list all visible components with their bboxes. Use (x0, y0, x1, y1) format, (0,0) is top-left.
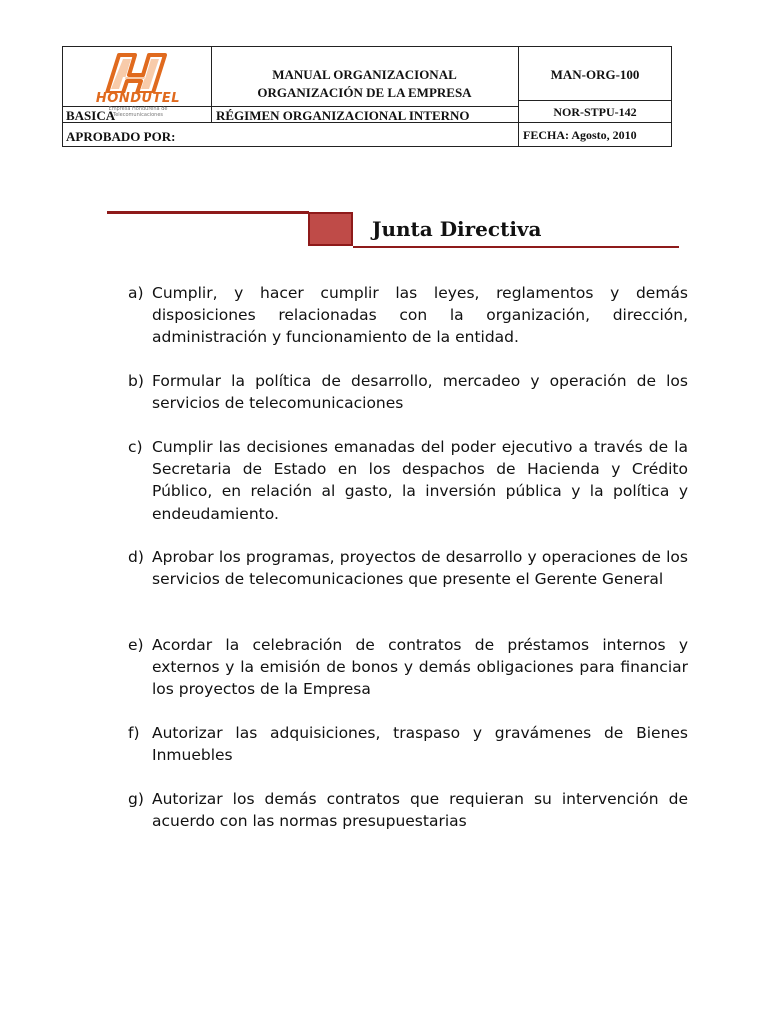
list-item-label: a) (128, 284, 144, 302)
company-logo (83, 51, 193, 118)
list-item-text: Cumplir, y hacer cumplir las leyes, reglamentos y demás disposiciones relacionadas con la organización, dirección, administración y funcionamiento de la entidad. (152, 284, 688, 347)
list-item (128, 546, 688, 590)
list-item-text: Aprobar los programas, proyectos de desarrollo y operaciones de los servicios de telecomunicaciones que presente el Gerente General (152, 548, 688, 589)
header-title-line2: ORGANIZACIÓN DE LA EMPRESA (257, 85, 472, 100)
approved-by-label: APROBADO POR: (66, 129, 176, 144)
logo-text: HONDUTEL (95, 91, 181, 106)
logo-h-icon (83, 51, 193, 93)
list-item (128, 370, 688, 414)
header-title-line1: MANUAL ORGANIZACIONAL (272, 67, 457, 82)
regime-label: RÉGIMEN ORGANIZACIONAL INTERNO (216, 108, 470, 123)
list-item-label: e) (128, 636, 144, 654)
list-item-text: Autorizar los demás contratos que requieran su intervención de acuerdo con las normas presupuestarias (152, 790, 688, 831)
section-marker-box (308, 212, 353, 246)
header-divider (518, 47, 519, 147)
list-item (128, 436, 688, 525)
section-title: Junta Directiva (372, 217, 542, 241)
list-item-label: f) (128, 724, 140, 742)
list-item (128, 634, 688, 701)
list-item-text: Formular la política de desarrollo, mercadeo y operación de los servicios de telecomunicaciones (152, 372, 688, 413)
list-item-text: Autorizar las adquisiciones, traspaso y gravámenes de Bienes Inmuebles (152, 724, 688, 765)
list-item (128, 788, 688, 832)
section-rule-right (353, 246, 679, 248)
list-item (128, 722, 688, 766)
norm-code: NOR-STPU-142 (553, 105, 637, 119)
document-code: MAN-ORG-100 (550, 67, 640, 82)
list-item-label: c) (128, 438, 143, 456)
header-divider (518, 100, 672, 101)
classification-label: BASICA (66, 108, 116, 123)
document-header (62, 46, 672, 147)
list-item-text: Cumplir las decisiones emanadas del poder ejecutivo a través de la Secretaria de Estado en los despachos de Hacienda y Crédito Público, en relación al gasto, la inversión pública y la política y endeudamiento. (152, 438, 688, 523)
header-divider (211, 106, 518, 107)
list-item-label: b) (128, 372, 144, 390)
section-rule-left (107, 211, 309, 214)
logo-subtext: Empresa Hondureña de Telecomunicaciones (108, 106, 168, 118)
list-item-label: d) (128, 548, 144, 566)
date-label: FECHA: Agosto, 2010 (523, 128, 637, 142)
list-item-text: Acordar la celebración de contratos de préstamos internos y externos y la emisión de bonos y demás obligaciones para financiar los proyectos de la Empresa (152, 636, 688, 699)
list-item-label: g) (128, 790, 144, 808)
list-item (128, 282, 688, 349)
